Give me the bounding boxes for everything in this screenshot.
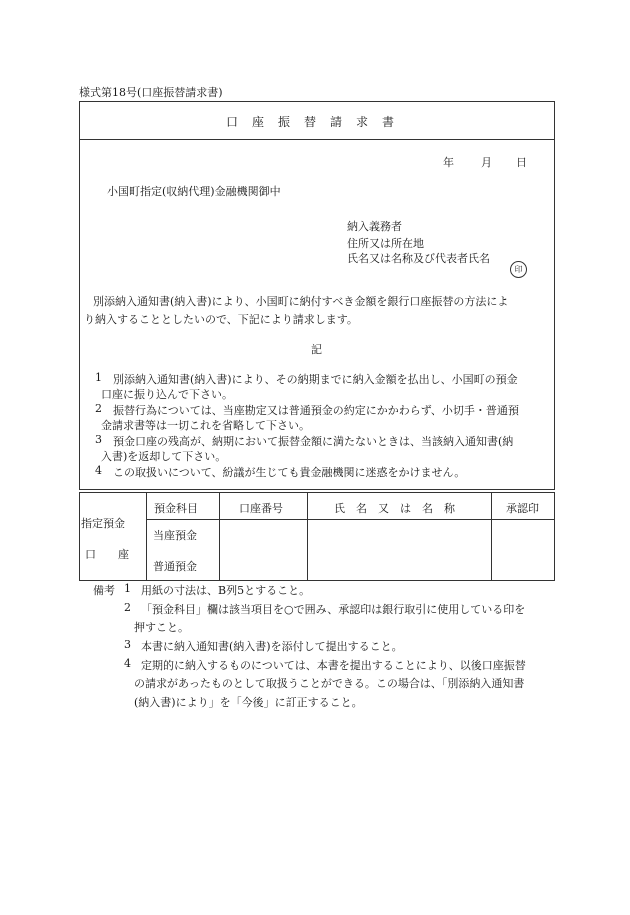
note-number: 2: [124, 601, 131, 614]
name-label: 氏名又は名称及び代表者氏名: [347, 252, 490, 265]
row-header-account: 口 座: [85, 548, 129, 561]
note-number: 3: [124, 638, 131, 651]
note-number: 4: [124, 657, 131, 670]
item-text: 入書)を返却して下さい。: [101, 450, 227, 463]
column-header-name: 氏 名 又 は 名 称: [334, 502, 455, 515]
item-text: 振替行為については、当座勘定又は普通預金の約定にかかわらず、小切手・普通預: [113, 404, 519, 417]
item-number: 1: [95, 371, 102, 384]
note-text: 定期的に納入するものについては、本書を提出することにより、以後口座振替: [141, 659, 526, 672]
note-text: 用紙の寸法は、B列5とすること。: [141, 584, 311, 597]
note-text: (納入書)により」を「今後」に訂正すること。: [134, 696, 363, 709]
body-text-line-2: り納入することとしたいので、下記により請求します。: [84, 313, 358, 326]
form-number: 様式第18号(口座振替請求書): [79, 86, 223, 99]
account-type-ordinary: 普通預金: [153, 560, 197, 573]
date-year: 年: [443, 156, 454, 169]
account-type-current: 当座預金: [153, 529, 197, 542]
column-header-seal: 承認印: [506, 502, 539, 515]
item-text: 金請求書等は一切これを省略して下さい。: [101, 419, 310, 432]
body-text-line-1: 別添納入通知書(納入書)により、小国町に納付すべき金額を銀行口座振替の方法によ: [93, 295, 509, 308]
note-number: 1: [124, 582, 131, 595]
item-number: 4: [95, 464, 102, 477]
seal-mark: 印: [510, 261, 527, 278]
date-month: 月: [481, 156, 492, 169]
item-text: 口座に振り込んで下さい。: [101, 388, 233, 401]
date-day: 日: [516, 156, 527, 169]
note-text: の請求があったものとして取扱うことができる。この場合は、「別添納入通知書: [134, 677, 525, 690]
note-text: 押すこと。: [134, 621, 189, 634]
item-number: 2: [95, 402, 102, 415]
item-text: 預金口座の残高が、納期において振替金額に満たないときは、当該納入通知書(納: [113, 435, 514, 448]
document-title: 口座振替請求書: [225, 115, 408, 129]
account-table: [79, 492, 555, 581]
notes-label: 備考: [93, 584, 115, 597]
payer-label: 納入義務者: [347, 220, 402, 233]
column-header-account-type: 預金科目: [154, 502, 198, 515]
item-number: 3: [95, 433, 102, 446]
title-row: [80, 102, 554, 140]
note-text: 「預金科目」欄は該当項目を○で囲み、承認印は銀行取引に使用している印を: [141, 603, 526, 616]
note-text: 本書に納入通知書(納入書)を添付して提出すること。: [141, 640, 403, 653]
item-text: 別添納入通知書(納入書)により、その納期までに納入金額を払出し、小国町の預金: [113, 373, 518, 386]
addressee: 小国町指定(収納代理)金融機関御中: [107, 185, 281, 198]
ki-heading: 記: [311, 343, 322, 356]
address-label: 住所又は所在地: [347, 237, 424, 250]
row-header-designated: 指定預金: [81, 517, 125, 530]
column-header-account-number: 口座番号: [239, 502, 283, 515]
item-text: この取扱いについて、紛議が生じても貴金融機関に迷惑をかけません。: [113, 466, 466, 479]
